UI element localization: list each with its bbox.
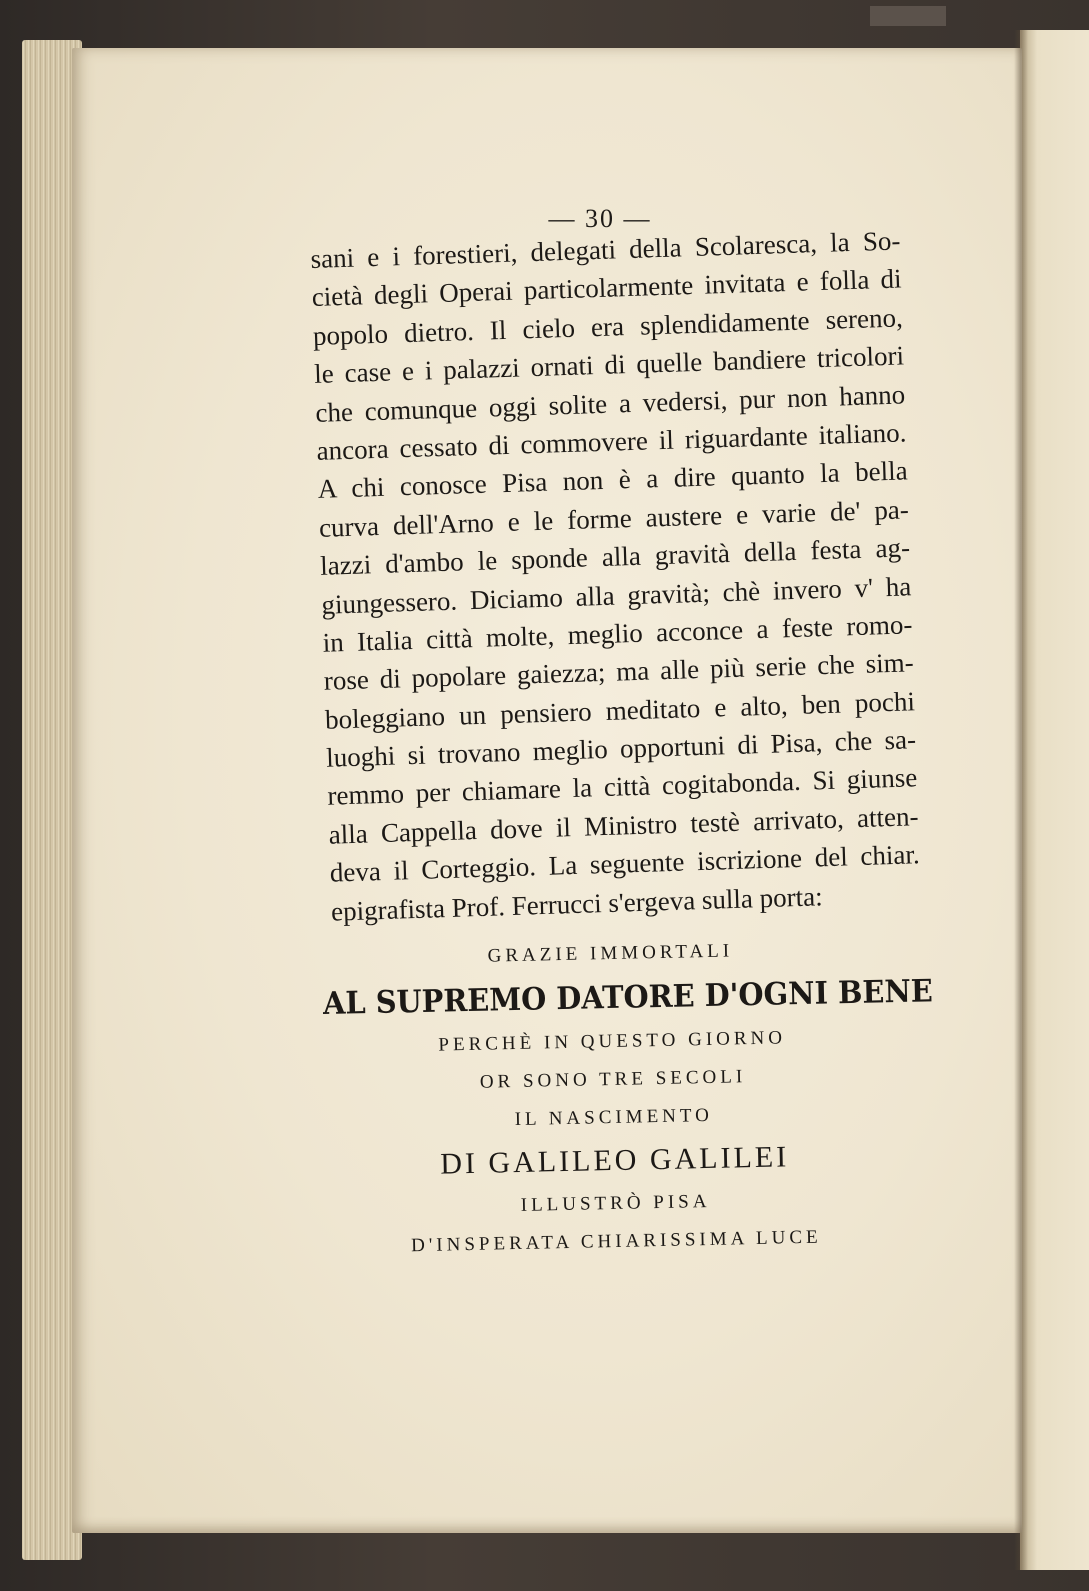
body-paragraph bbox=[310, 221, 921, 930]
text-line: epigrafista Prof. Ferrucci s'ergeva sulla porta: bbox=[330, 880, 824, 927]
text-line: in Italia città molte, meglio acconce a feste romo- bbox=[322, 609, 913, 658]
text-line: lazzi d'ambo le sponde alla gravità della festa ag- bbox=[319, 532, 911, 581]
text-line: cietà degli Operai particolarmente invitata e folla di bbox=[311, 263, 902, 313]
text-line: sani e i forestieri, delegati della Scolaresca, la So- bbox=[310, 225, 901, 274]
inscription-line: ILLUSTRÒ PISA bbox=[520, 1190, 711, 1216]
text-line: A chi conosce Pisa non è a dire quanto la bella bbox=[317, 455, 909, 505]
inscription-line: IL NASCIMENTO bbox=[514, 1104, 714, 1131]
text-line: rose di popolare gaiezza; ma alle più serie che sim- bbox=[323, 647, 915, 697]
inscription-line-bold: AL SUPREMO DATORE D'OGNI BENE bbox=[322, 973, 934, 1023]
inscription-line: D'INSPERATA CHIARISSIMA LUCE bbox=[410, 1226, 822, 1257]
inscription-line: PERCHÈ IN QUESTO GIORNO bbox=[438, 1027, 787, 1056]
inscription-line-large: DI GALILEO GALILEI bbox=[439, 1140, 790, 1181]
gutter-shadow bbox=[1014, 30, 1028, 1570]
text-line: deva il Corteggio. La seguente iscrizione del chiar. bbox=[329, 839, 921, 888]
inscription-line: OR SONO TRE SECOLI bbox=[479, 1066, 747, 1093]
facing-page-edge bbox=[1020, 30, 1089, 1570]
text-line: popolo dietro. Il cielo era splendidamente sereno, bbox=[312, 302, 904, 351]
page-number: — 30 — bbox=[548, 204, 652, 233]
text-line: le case e i palazzi ornati di quelle bandiere tricolori bbox=[313, 340, 905, 390]
text-line: alla Cappella dove il Ministro testè arrivato, atten- bbox=[328, 801, 919, 850]
text-line: ancora cessato di commovere il riguardante italiano. bbox=[316, 417, 907, 466]
text-line: remmo per chiamare la città cogitabonda. Si giunse bbox=[327, 762, 918, 812]
text-line: boleggiano un pensiero meditato e alto, ben pochi bbox=[324, 685, 916, 735]
inscription-block bbox=[300, 929, 934, 1268]
text-line: curva dell'Arno e le forme austere e varie de' pa- bbox=[318, 494, 910, 543]
text-line: giungessero. Diciamo alla gravità; chè invero v' ha bbox=[320, 570, 912, 620]
text-line: che comunque oggi solite a vedersi, pur non hanno bbox=[314, 378, 906, 428]
text-line: luoghi si trovano meglio opportuni di Pisa, che sa- bbox=[325, 724, 917, 773]
inscription-line: GRAZIE IMMORTALI bbox=[487, 940, 734, 967]
scan-tab bbox=[870, 6, 946, 26]
